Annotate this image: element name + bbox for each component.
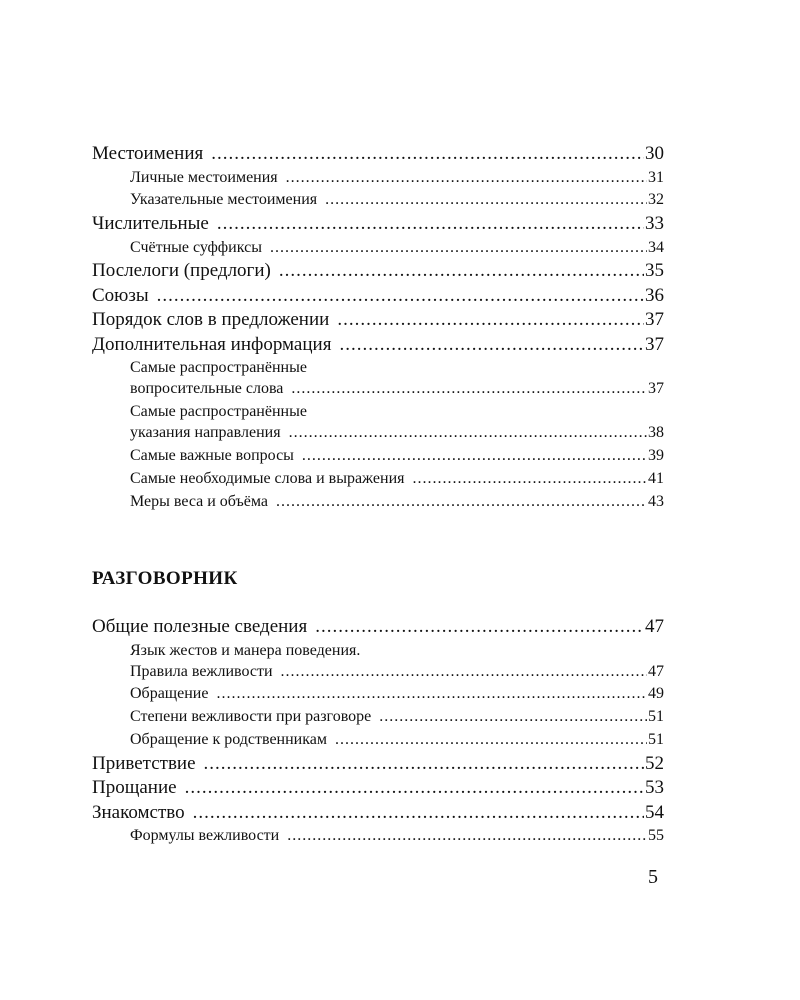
toc-entry-title: Числительные [92,213,209,235]
toc-entry-page: 37 [648,380,664,398]
toc-entry-page: 54 [645,801,664,823]
toc-entry-title: Знакомство [92,801,185,823]
dot-leader [335,729,647,752]
toc-entry [92,284,664,308]
toc-entry-page: 47 [645,616,664,637]
dot-leader [302,445,647,468]
toc-entry-title: Общие полезные сведения [92,616,308,637]
toc-entry-title: Счётные суффиксы [130,238,262,256]
dot-leader [337,308,644,332]
dot-leader [315,615,644,639]
toc-entry-title: Порядок слов в предложении [92,309,330,331]
toc-entry [92,445,664,468]
toc-entry-page: 55 [648,827,664,845]
dot-leader [289,422,647,445]
dot-leader [193,801,644,825]
dot-leader [325,189,647,212]
dot-leader [276,491,647,514]
toc-entry-title: Самые распространённые [130,403,307,421]
toc-entry-page: 37 [645,333,664,355]
dot-leader [157,284,644,308]
toc-entry [92,167,664,190]
dot-leader [286,167,647,190]
toc-entry [92,825,664,848]
toc-entry-title: Формулы вежливости [130,827,280,845]
toc-entry-page: 49 [648,685,664,703]
toc-entry-page: 41 [648,469,664,487]
toc-entry-title: Степени вежливости при разговоре [130,708,372,726]
section-heading: РАЗГОВОРНИК [92,568,238,589]
toc-entry-page: 38 [648,424,664,442]
dot-leader [281,661,647,684]
toc-entry [92,661,664,684]
toc-entry-title: Обращение [130,685,209,703]
toc-entry [92,378,664,401]
dot-leader [412,468,647,491]
toc-entry [92,776,664,800]
dot-leader [270,237,647,260]
toc-entry [92,422,664,445]
toc-entry [92,801,664,825]
dot-leader [211,142,644,166]
toc-entry [92,468,664,491]
table-of-contents-phrasebook [92,615,664,848]
toc-entry-page: 35 [645,260,664,282]
toc-entry-page: 34 [648,238,664,256]
dot-leader [185,776,644,800]
toc-entry-page: 30 [645,143,664,164]
dot-leader [287,825,647,848]
toc-entry [92,333,664,357]
toc-entry-page: 47 [648,662,664,680]
toc-entry [92,212,664,236]
toc-entry-title: Правила вежливости [130,662,273,680]
toc-entry [92,491,664,514]
page-number: 5 [648,866,658,888]
toc-entry-title: Самые распространённые [130,359,307,377]
toc-entry-title: Дополнительная информация [92,333,332,355]
dot-leader [279,259,644,283]
toc-entry-title: Прощание [92,777,177,799]
toc-entry-title: вопросительные слова [130,380,284,398]
toc-entry-page: 51 [648,708,664,726]
toc-entry [92,142,664,166]
toc-entry [92,308,664,332]
toc-entry [92,189,664,212]
toc-entry-page: 51 [648,730,664,748]
toc-entry-page: 53 [645,777,664,799]
toc-entry-page: 31 [648,168,664,186]
dot-leader [216,683,647,706]
toc-entry-title: Личные местоимения [130,168,278,186]
dot-leader [217,212,644,236]
toc-entry [92,259,664,283]
toc-entry-title: Самые важные вопросы [130,446,294,464]
toc-entry [92,683,664,706]
toc-entry-title: указания направления [130,424,281,442]
toc-entry-page: 43 [648,492,664,510]
dot-leader [379,706,647,729]
toc-entry-title: Послелоги (предлоги) [92,260,271,282]
toc-entry [92,706,664,729]
toc-entry-title: Язык жестов и манера поведения. [130,641,361,659]
toc-entry-title: Обращение к родственникам [130,730,327,748]
toc-entry [92,640,664,661]
toc-entry-page: 52 [645,752,664,774]
toc-entry-title: Местоимения [92,143,204,164]
toc-entry-title: Меры веса и объёма [130,492,269,510]
table-of-contents-grammar [92,142,664,513]
toc-entry-title: Союзы [92,284,149,306]
dot-leader [291,378,647,401]
toc-entry [92,615,664,639]
toc-entry-title: Указательные местоимения [130,191,318,209]
toc-entry [92,752,664,776]
toc-entry [92,729,664,752]
toc-entry-title: Приветствие [92,752,196,774]
dot-leader [339,333,644,357]
toc-entry-page: 33 [645,213,664,235]
toc-entry-title: Самые необходимые слова и выражения [130,469,405,487]
toc-entry-page: 39 [648,446,664,464]
toc-entry [92,357,664,378]
toc-entry-page: 36 [645,284,664,306]
dot-leader [204,752,644,776]
toc-entry-page: 32 [648,191,664,209]
toc-entry [92,401,664,422]
toc-entry-page: 37 [645,309,664,331]
toc-entry [92,237,664,260]
